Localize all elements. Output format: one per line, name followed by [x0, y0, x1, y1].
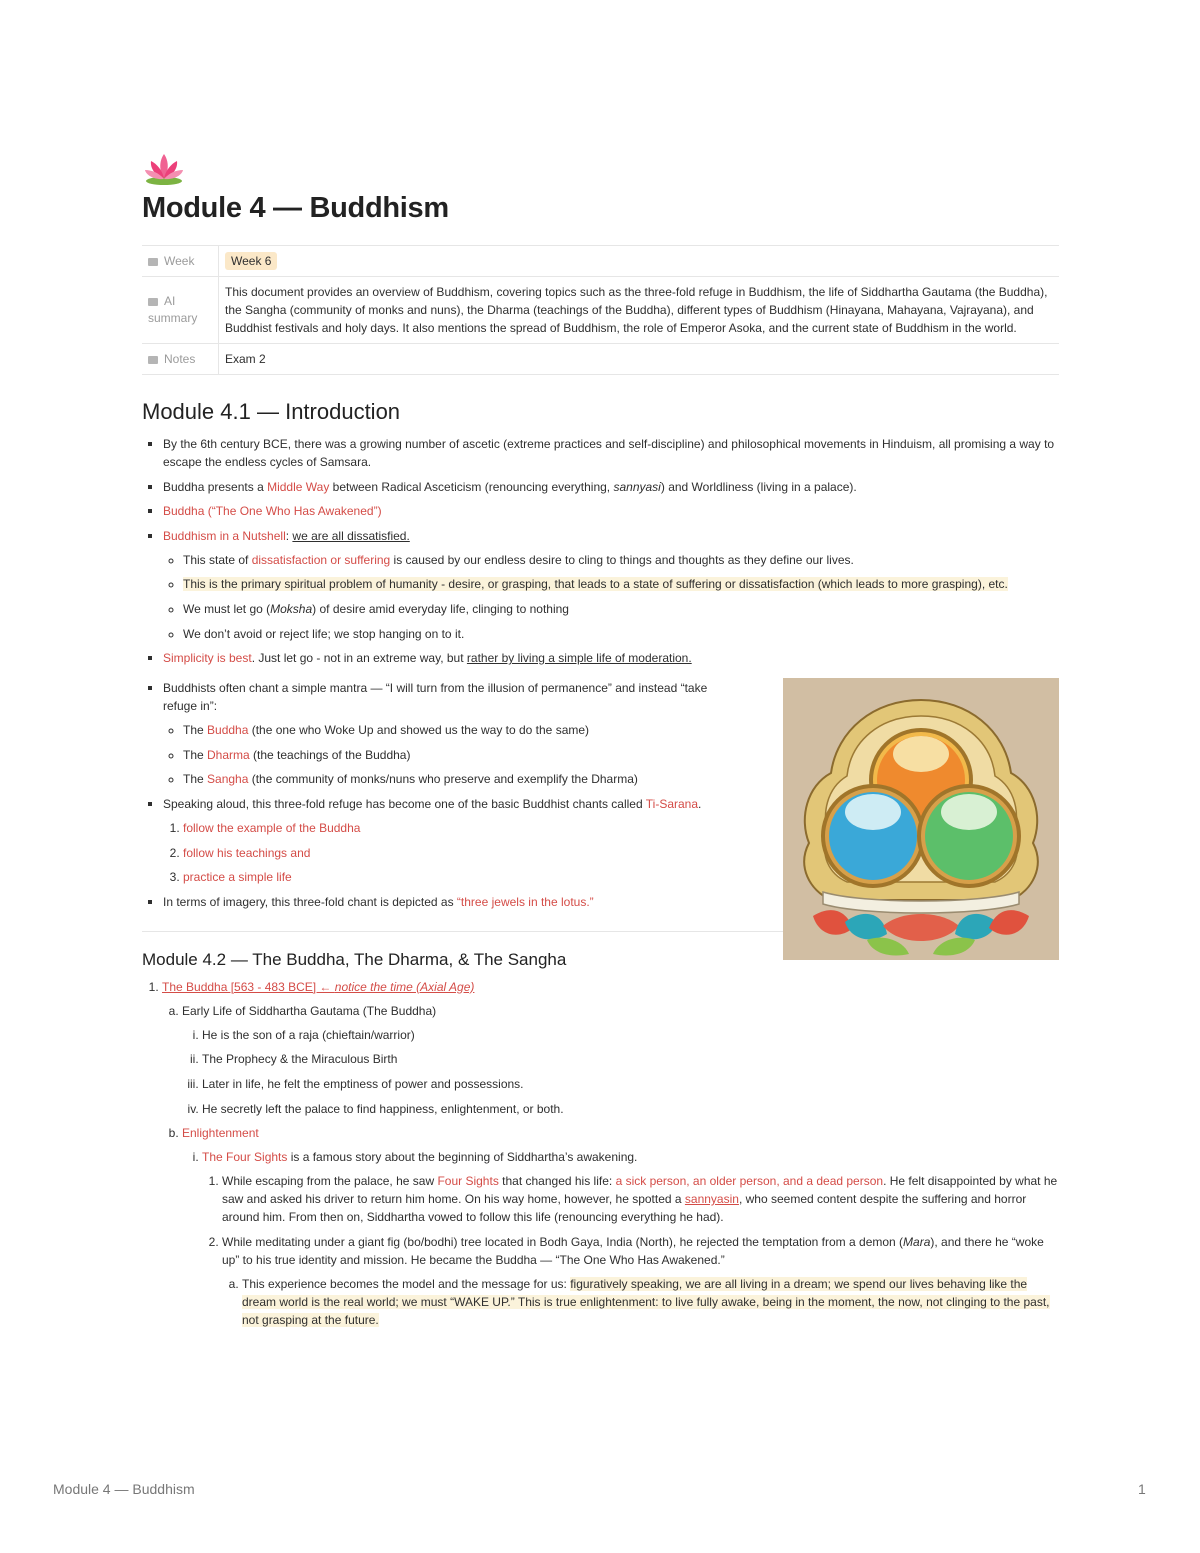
three-jewels-image	[783, 678, 1059, 960]
list-item: a. This experience becomes the model and the message for us: figuratively speaking, we are all living in a dream; we spend our lives behaving like the dream world is the real world; we must “WAKE UP.” This is true enlightenment: to live fully awake, being in the moment, the now, not clinging to the past, not grasping at the future.	[242, 1275, 1059, 1329]
nutshell-sublist	[163, 551, 1059, 643]
list-item: i. The Four Sights is a famous story about the beginning of Siddhartha’s awakening. 1. While escaping from the palace, he saw Four Sights that changed his life: a sick person, an older person, and a dead person. He felt disappointed by what he saw and asked his driver to return him home. On his way home, however, he spotted a sannyasin, who seemed content despite the suffering and horror around him. From then on, Siddhartha vowed to follow this life (renouncing everything he had). 2. While meditating under a giant fig (bo/bodhi) tree located in Bodh Gaya, India (North), he rejected the temptation from a demon (Mara), and there he “woke up” to his true identity and mission. He became the Buddha — “The One Who Has Awakened.” a. This experience becomes the model and the message for us: figuratively speaking, we are all living in a dream; we spend our lives behaving like the dream world is the real world; we must “WAKE UP.” This is true enlightenment: to live fully awake, being in the moment, the now, not clinging to the past, not grasping at the future.	[202, 1148, 1059, 1329]
list-item: b. Enlightenment i. The Four Sights is a famous story about the beginning of Siddhartha’s awakening. 1. While escaping from the palace, he saw Four Sights that changed his life: a sick person, an older person, and a dead person. He felt disappointed by what he saw and asked his driver to return him home. On his way home, however, he spotted a sannyasin, who seemed content despite the suffering and horror around him. From then on, Siddhartha vowed to follow this life (renouncing everything he had). 2. While meditating under a giant fig (bo/bodhi) tree located in Bodh Gaya, India (North), he rejected the temptation from a demon (Mara), and there he “woke up” to his true identity and mission. He became the Buddha — “The One Who Has Awakened.” a. This experience becomes the model and the message for us: figuratively speaking, we are all living in a dream; we spend our lives behaving like the dream world is the real world; we must “WAKE UP.” This is true enlightenment: to live fully awake, being in the moment, the now, not clinging to the past, not grasping at the future.	[182, 1124, 1059, 1329]
list-item: 3. practice a simple life	[183, 868, 742, 886]
list-item: a. Early Life of Siddhartha Gautama (The Buddha) i. He is the son of a raja (chieftain/warrior) ii. The Prophecy & the Miraculous Birth iii. Later in life, he felt the emptiness of power and possessions. iv. He secretly left the palace to find happiness, enlightenment, or both.	[182, 1002, 1059, 1118]
list-item: Simplicity is best. Just let go - not in an extreme way, but rather by living a simple life of moderation.	[163, 649, 1059, 667]
properties-table	[142, 245, 1059, 375]
list-item: 2. While meditating under a giant fig (bo/bodhi) tree located in Bodh Gaya, India (North), he rejected the temptation from a demon (Mara), and there he “woke up” to his true identity and mission. He became the Buddha — “The One Who Has Awakened.” a. This experience becomes the model and the message for us: figuratively speaking, we are all living in a dream; we spend our lives behaving like the dream world is the real world; we must “WAKE UP.” This is true enlightenment: to live fully awake, being in the moment, the now, not clinging to the past, not grasping at the future.	[222, 1233, 1059, 1329]
property-icon	[148, 258, 158, 266]
refuge-section	[142, 679, 1059, 911]
property-row-week	[142, 246, 1059, 277]
early-life-list	[182, 1026, 1059, 1118]
notes-value[interactable]: Exam 2	[219, 344, 1060, 375]
summary-value[interactable]: This document provides an overview of Buddhism, covering topics such as the three-fold refuge in Buddhism, the life of Siddhartha Gautama (the Buddha), the Sangha (community of monks and nuns), the Dharma (teachings of the Buddha), different types of Buddhism (Hinayana, Mahayana, Vajrayana), and Buddhist festivals and holy days. It also mentions the spread of Buddhism, the role of Emperor Asoka, and the current state of Buddhism in the world.	[219, 277, 1060, 344]
list-item: In terms of imagery, this three-fold chant is depicted as “three jewels in the lotus.”	[163, 893, 742, 911]
list-item: iv. He secretly left the palace to find happiness, enlightenment, or both.	[202, 1100, 1059, 1118]
list-item: ◦ The Sangha (the community of monks/nuns who preserve and exemplify the Dharma)	[183, 770, 742, 788]
intro-list	[142, 435, 1059, 667]
property-row-summary	[142, 277, 1059, 344]
list-item: 1. While escaping from the palace, he saw Four Sights that changed his life: a sick person, an older person, and a dead person. He felt disappointed by what he saw and asked his driver to return him home. On his way home, however, he spotted a sannyasin, who seemed content despite the suffering and horror around him. From then on, Siddhartha vowed to follow this life (renouncing everything he had).	[222, 1172, 1059, 1226]
footer-page-number: 1	[1138, 1481, 1146, 1497]
property-icon	[148, 298, 158, 306]
enlightenment-list	[182, 1148, 1059, 1329]
buddha-list	[142, 978, 1059, 1329]
list-item: ◦ This state of dissatisfaction or suffering is caused by our endless desire to cling to things and thoughts as they define our lives.	[183, 551, 1059, 569]
property-icon	[148, 356, 158, 364]
list-item: ◦ The Buddha (the one who Woke Up and showed us the way to do the same)	[183, 721, 742, 739]
list-item: Buddha (“The One Who Has Awakened”)	[163, 502, 1059, 520]
list-item: i. He is the son of a raja (chieftain/warrior)	[202, 1026, 1059, 1044]
footer-title: Module 4 — Buddhism	[53, 1481, 195, 1497]
list-item: 1. The Buddha [563 - 483 BCE] ← notice the time (Axial Age) a. Early Life of Siddhartha Gautama (The Buddha) i. He is the son of a raja (chieftain/warrior) ii. The Prophecy & the Miraculous Birth iii. Later in life, he felt the emptiness of power and possessions. iv. He secretly left the palace to find happiness, enlightenment, or both. b. Enlightenment i. The Four Sights is a famous story about the beginning of Siddhartha’s awakening. 1. While escaping from the palace, he saw Four Sights that changed his life: a sick person, an older person, and a dead person. He felt disappointed by what he saw and asked his driver to return him home. On his way home, however, he spotted a sannyasin, who seemed content despite the suffering and horror around him. From then on, Siddhartha vowed to follow this life (renouncing everything he had). 2. While meditating under a giant fig (bo/bodhi) tree located in Bodh Gaya, India (North), he rejected the temptation from a demon (Mara), and there he “woke up” to his true identity and mission. He became the Buddha — “The One Who Has Awakened.” a. This experience becomes the model and the message for us: figuratively speaking, we are all living in a dream; we spend our lives behaving like the dream world is the real world; we must “WAKE UP.” This is true enlightenment: to live fully awake, being in the moment, the now, not clinging to the past, not grasping at the future.	[162, 978, 1059, 1329]
list-item: Buddhism in a Nutshell: we are all dissatisfied. ◦ This state of dissatisfaction or suffering is caused by our endless desire to cling to things and thoughts as they define our lives. ◦ This is the primary spiritual problem of humanity - desire, or grasping, that leads to a state of suffering or dissatisfaction (which leads to more grasping), etc. ◦ We must let go (Moksha) of desire amid everyday life, clinging to nothing ◦ We don’t avoid or reject life; we stop hanging on to it.	[163, 527, 1059, 643]
list-item: ii. The Prophecy & the Miraculous Birth	[202, 1050, 1059, 1068]
list-item: 1. follow the example of the Buddha	[183, 819, 742, 837]
page-content	[142, 150, 1059, 1335]
week-label: Week	[164, 254, 195, 268]
list-item: ◦ We must let go (Moksha) of desire amid everyday life, clinging to nothing	[183, 600, 1059, 618]
buddha-sublist	[162, 1002, 1059, 1329]
tisarana-list	[163, 819, 742, 886]
list-item: By the 6th century BCE, there was a growing number of ascetic (extreme practices and self-discipline) and philosophical movements in Hinduism, all promising a way to escape the endless cycles of Samsara.	[163, 435, 1059, 471]
list-item: iii. Later in life, he felt the emptiness of power and possessions.	[202, 1075, 1059, 1093]
summary-label: AI summary	[148, 294, 198, 325]
four-sights-list	[202, 1172, 1059, 1329]
list-item: Buddhists often chant a simple mantra — “I will turn from the illusion of permanence” and instead “take refuge in”: ◦ The Buddha (the one who Woke Up and showed us the way to do the same) ◦ The Dharma (the teachings of the Buddha) ◦ The Sangha (the community of monks/nuns who preserve and exemplify the Dharma)	[163, 679, 742, 788]
list-item: ◦ We don’t avoid or reject life; we stop hanging on to it.	[183, 625, 1059, 643]
section-heading-4-2: Module 4.2 — The Buddha, The Dharma, & The Sangha	[142, 949, 567, 969]
list-item: Speaking aloud, this three-fold refuge has become one of the basic Buddhist chants called Ti-Sarana. 1. follow the example of the Buddha 2. follow his teachings and 3. practice a simple life	[163, 795, 742, 886]
week-badge: Week 6	[225, 252, 277, 270]
awakening-list	[222, 1275, 1059, 1329]
list-item: 2. follow his teachings and	[183, 844, 742, 862]
property-row-notes	[142, 344, 1059, 375]
page-title: Module 4 — Buddhism	[142, 192, 449, 224]
notes-label: Notes	[164, 352, 196, 366]
list-item: Buddha presents a Middle Way between Radical Asceticism (renouncing everything, sannyasi) and Worldliness (living in a palace).	[163, 478, 1059, 496]
list-item: ◦ The Dharma (the teachings of the Buddha)	[183, 746, 742, 764]
lotus-icon	[142, 150, 186, 186]
list-item: ◦ This is the primary spiritual problem of humanity - desire, or grasping, that leads to a state of suffering or dissatisfaction (which leads to more grasping), etc.	[183, 575, 1059, 593]
refuge-sublist	[163, 721, 742, 788]
refuge-list	[142, 679, 742, 911]
section-heading-4-1: Module 4.1 — Introduction	[142, 399, 401, 424]
